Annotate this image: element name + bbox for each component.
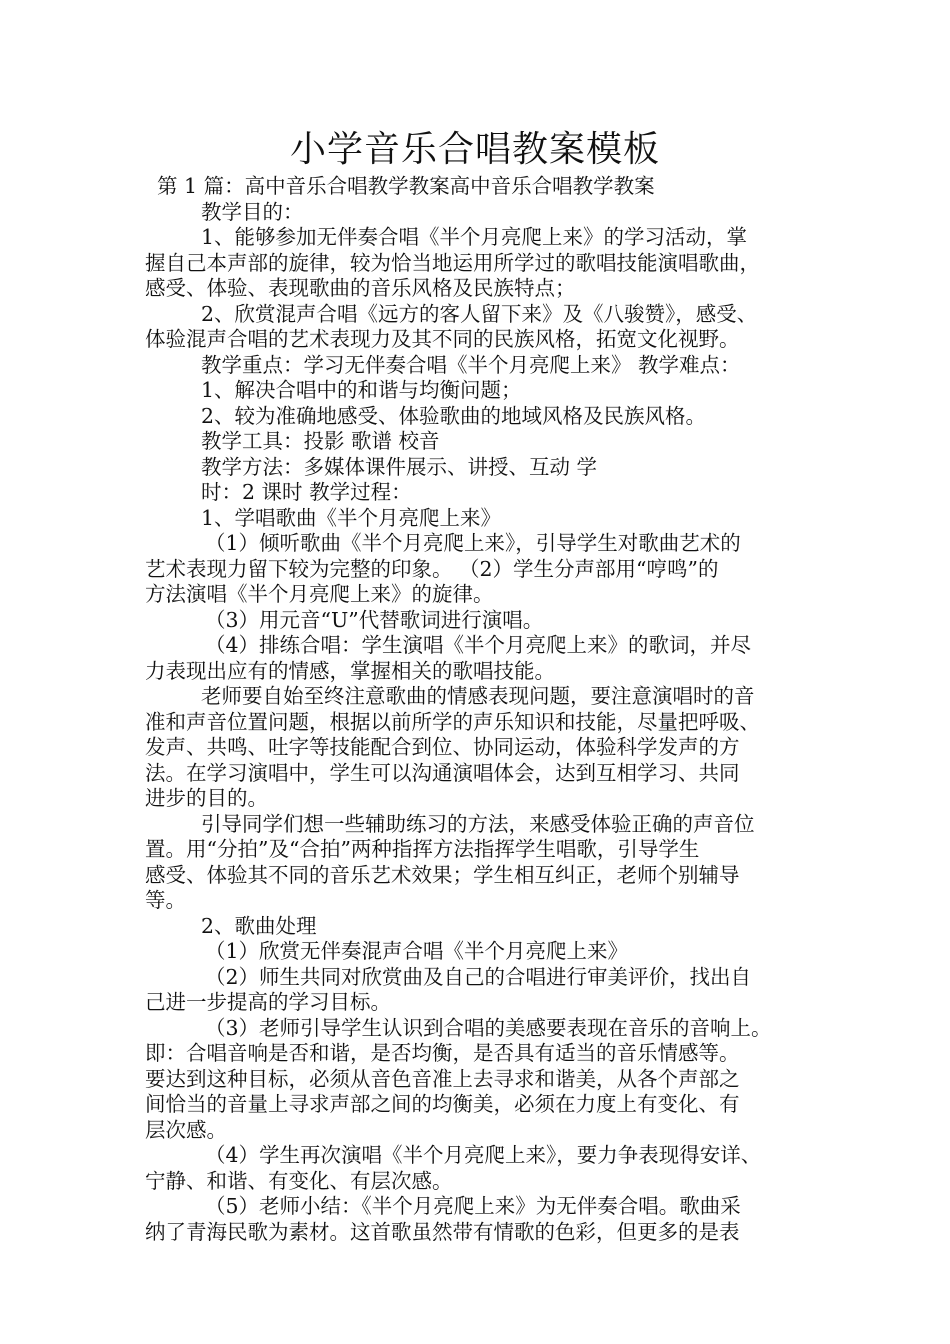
- paragraph-line: 教学重点：学习无伴奏合唱《半个月亮爬上来》 教学难点：: [201, 352, 741, 377]
- paragraph-line: 方法演唱《半个月亮爬上来》的旋律。: [145, 582, 494, 606]
- paragraph-line: 2、欣赏混声合唱《远方的客人留下来》及《八骏赞》，感受、: [201, 301, 758, 326]
- paragraph-line: 艺术表现力留下较为完整的印象。 （2）学生分声部用“哼鸣”的: [145, 556, 719, 581]
- paragraph-line: （5）老师小结：《半个月亮爬上来》为无伴奏合唱。歌曲采: [205, 1194, 741, 1218]
- paragraph-line: 要达到这种目标，必须从音色音准上去寻求和谐美，从各个声部之: [145, 1066, 740, 1091]
- paragraph-line: 纳了青海民歌为素材。这首歌虽然带有情歌的色彩，但更多的是表: [145, 1219, 740, 1244]
- paragraph-line: 老师要自始至终注意歌曲的情感表现问题，要注意演唱时的音: [201, 684, 755, 708]
- paragraph-line: 法。在学习演唱中，学生可以沟通演唱体会，达到互相学习、共同: [145, 760, 740, 785]
- paragraph-line: 即：合唱音响是否和谐，是否均衡，是否具有适当的音乐情感等。: [145, 1041, 740, 1065]
- paragraph-line: 置。用“分拍”及“合拍”两种指挥方法指挥学生唱歌，引导学生: [145, 837, 700, 861]
- paragraph-line: 感受、体验、表现歌曲的音乐风格及民族特点；: [145, 276, 576, 300]
- paragraph-line: 间恰当的音量上寻求声部之间的均衡美，必须在力度上有变化、有: [145, 1092, 740, 1116]
- paragraph-line: 握自己本声部的旋律，较为恰当地运用所学过的歌唱技能演唱歌曲，: [145, 250, 760, 275]
- document-title: 小学音乐合唱教案模板: [289, 129, 660, 170]
- paragraph-line: 2、较为准确地感受、体验歌曲的地域风格及民族风格。: [201, 403, 707, 428]
- paragraph-line: 宁静、和谐、有变化、有层次感。: [145, 1168, 453, 1193]
- paragraph-line: （1）倾听歌曲《半个月亮爬上来》，引导学生对歌曲艺术的: [205, 531, 741, 555]
- paragraph-line: 准和声音位置问题，根据以前所学的声乐知识和技能，尽量把呼吸、: [145, 709, 760, 734]
- paragraph-line: 时：2 课时 教学过程：: [201, 480, 412, 504]
- paragraph-line: 引导同学们想一些辅助练习的方法，来感受体验正确的声音位: [201, 811, 755, 836]
- paragraph-line: （4）排练合唱：学生演唱《半个月亮爬上来》的歌词，并尽: [205, 633, 752, 657]
- paragraph-line: 层次感。: [145, 1117, 227, 1142]
- paragraph-line: 力表现出应有的情感，掌握相关的歌唱技能。: [145, 658, 555, 683]
- paragraph-line: 己进一步提高的学习目标。: [145, 990, 391, 1014]
- paragraph-line: 感受、体验其不同的音乐艺术效果；学生相互纠正，老师个别辅导: [145, 862, 740, 887]
- paragraph-line: （3）用元音“U”代替歌词进行演唱。: [205, 607, 544, 632]
- paragraph-line: 1、学唱歌曲《半个月亮爬上来》: [201, 505, 502, 530]
- section-heading: 2、歌曲处理: [201, 913, 317, 938]
- paragraph-line: 1、能够参加无伴奏合唱《半个月亮爬上来》的学习活动，掌: [201, 225, 748, 249]
- paragraph-line: 发声、共鸣、吐字等技能配合到位、协同运动，体验科学发声的方: [145, 735, 740, 759]
- paragraph-line: 等。: [145, 888, 186, 912]
- paragraph-line: 进步的目的。: [145, 786, 268, 810]
- paragraph-line: 1、解决合唱中的和谐与均衡问题；: [201, 378, 522, 402]
- paragraph-line: （1）欣赏无伴奏混声合唱《半个月亮爬上来》: [205, 939, 629, 963]
- paragraph-line: 教学目的：: [201, 199, 304, 224]
- paragraph-line: （2）师生共同对欣赏曲及自己的合唱进行审美评价，找出自: [205, 964, 752, 989]
- section-heading: 第 1 篇：高中音乐合唱教学教案高中音乐合唱教学教案: [157, 174, 655, 198]
- document-body: [145, 174, 825, 1245]
- paragraph-line: （4）学生再次演唱《半个月亮爬上来》，要力争表现得安详、: [205, 1143, 762, 1167]
- paragraph-line: 体验混声合唱的艺术表现力及其不同的民族风格，拓宽文化视野。: [145, 327, 740, 351]
- paragraph-line: 教学方法：多媒体课件展示、讲授、互动 学: [201, 454, 598, 479]
- paragraph-line: （3）老师引导学生认识到合唱的美感要表现在音乐的音响上。: [205, 1015, 772, 1040]
- paragraph-line: 教学工具：投影 歌谱 校音: [201, 429, 440, 453]
